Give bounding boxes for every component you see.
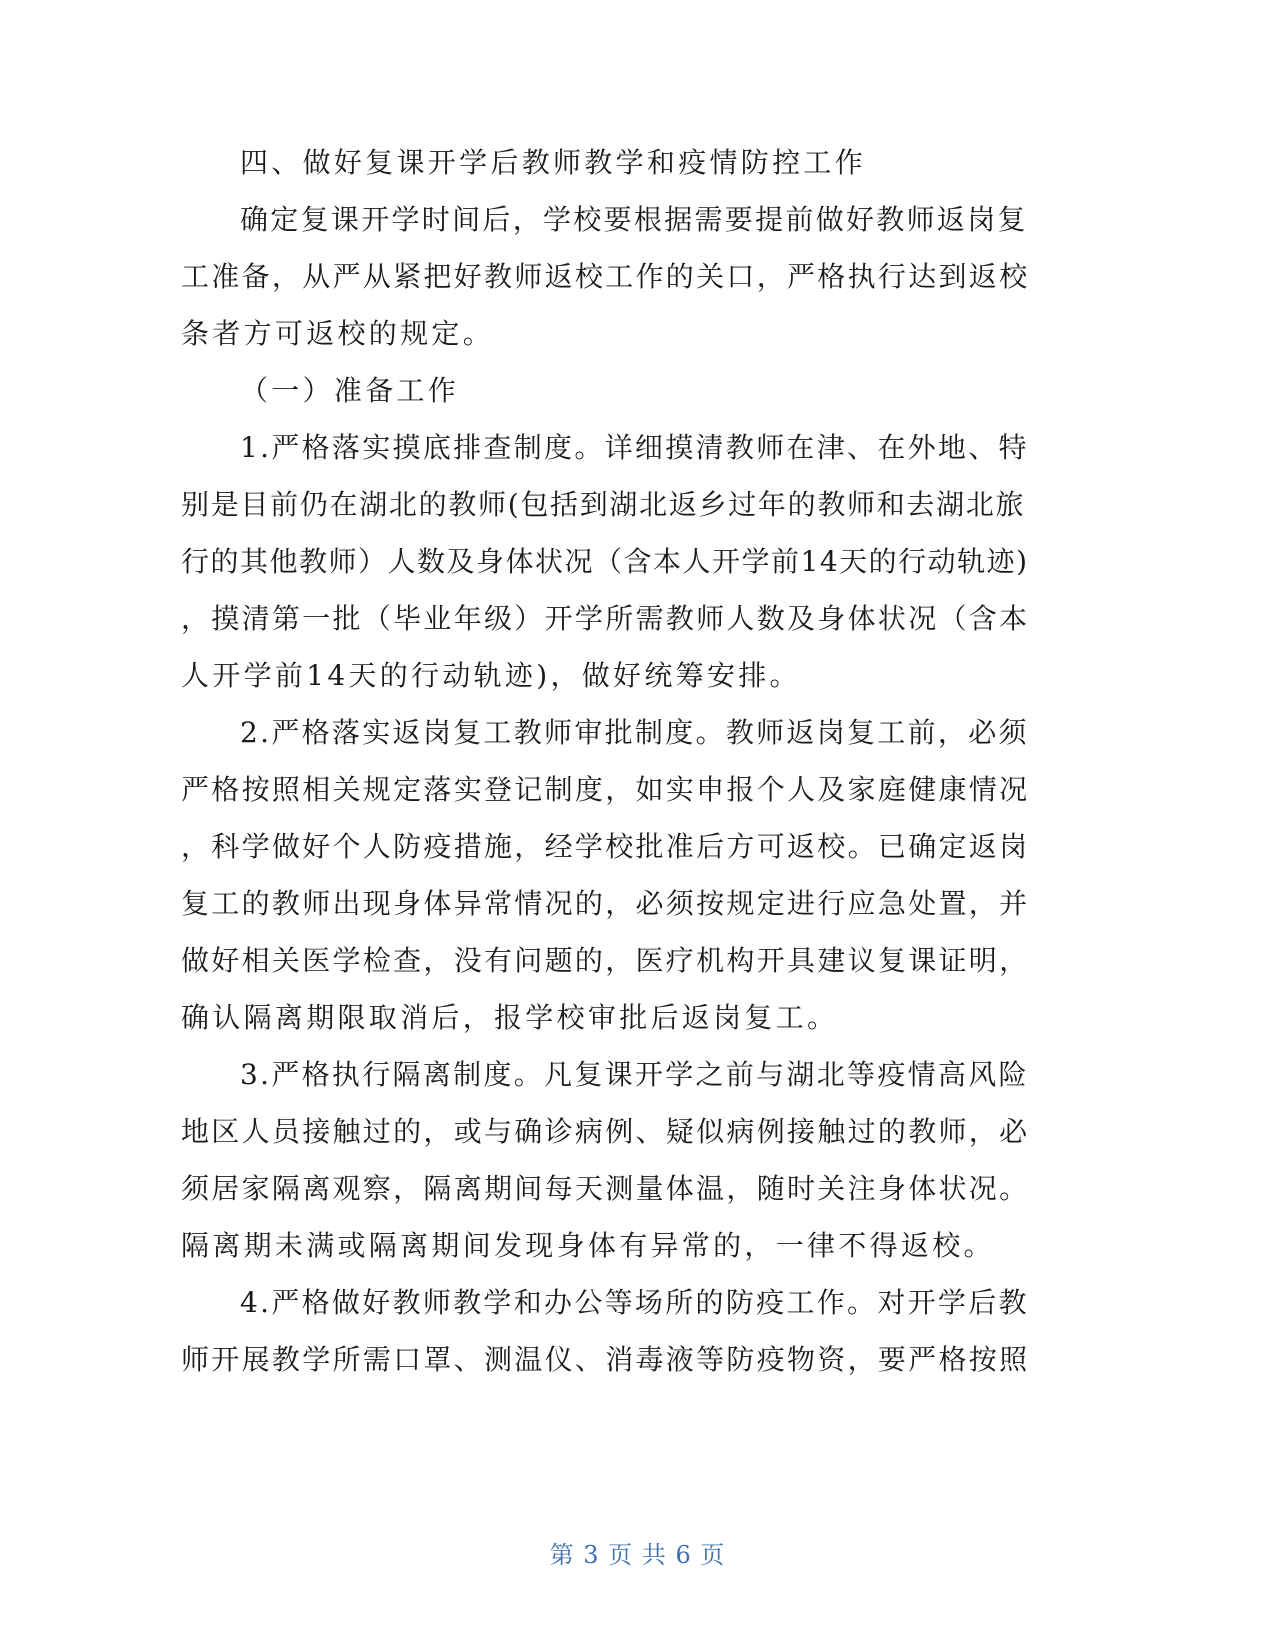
paragraph-line: 确认隔离期限取消后，报学校审批后返岗复工。: [181, 1001, 839, 1034]
section-heading: 四、做好复课开学后教师教学和疫情防控工作: [240, 146, 867, 179]
subsection-heading: （一）准备工作: [240, 374, 460, 407]
paragraph-line: 别是目前仍在湖北的教师(包括到湖北返乡过年的教师和去湖北旅: [181, 488, 1026, 521]
paragraph-line: 隔离期未满或隔离期间发现身体有异常的，一律不得返校。: [181, 1229, 995, 1262]
paragraph-line: 工准备，从严从紧把好教师返校工作的关口，严格执行达到返校: [181, 260, 1030, 293]
paragraph-line: 2.严格落实返岗复工教师审批制度。教师返岗复工前，必须: [240, 716, 1029, 749]
paragraph-line: ，科学做好个人防疫措施，经学校批准后方可返校。已确定返岗: [181, 830, 1030, 863]
paragraph-line: 4.严格做好教师教学和办公等场所的防疫工作。对开学后教: [240, 1286, 1029, 1319]
paragraph-line: 确定复课开学时间后，学校要根据需要提前做好教师返岗复: [240, 203, 1028, 236]
paragraph-line: 1.严格落实摸底排查制度。详细摸清教师在津、在外地、特: [240, 431, 1029, 464]
paragraph-line: 3.严格执行隔离制度。凡复课开学之前与湖北等疫情高风险: [240, 1058, 1029, 1091]
paragraph-line: 人开学前14天的行动轨迹)，做好统筹安排。: [181, 659, 801, 692]
paragraph-line: 须居家隔离观察，隔离期间每天测量体温，随时关注身体状况。: [181, 1172, 1030, 1205]
paragraph-line: 做好相关医学检查，没有问题的，医疗机构开具建议复课证明，: [181, 944, 1030, 977]
paragraph-line: 行的其他教师）人数及身体状况（含本人开学前14天的行动轨迹): [181, 545, 1029, 578]
paragraph-line: 复工的教师出现身体异常情况的，必须按规定进行应急处置，并: [181, 887, 1030, 920]
page-number-footer: 第 3 页 共 6 页: [549, 1541, 726, 1569]
paragraph-line: 地区人员接触过的，或与确诊病例、疑似病例接触过的教师，必: [181, 1115, 1030, 1148]
paragraph-line: ，摸清第一批（毕业年级）开学所需教师人数及身体状况（含本: [181, 602, 1030, 635]
paragraph-line: 师开展教学所需口罩、测温仪、消毒液等防疫物资，要严格按照: [181, 1343, 1030, 1376]
paragraph-line: 条者方可返校的规定。: [181, 317, 495, 350]
paragraph-line: 严格按照相关规定落实登记制度，如实申报个人及家庭健康情况: [181, 773, 1030, 806]
